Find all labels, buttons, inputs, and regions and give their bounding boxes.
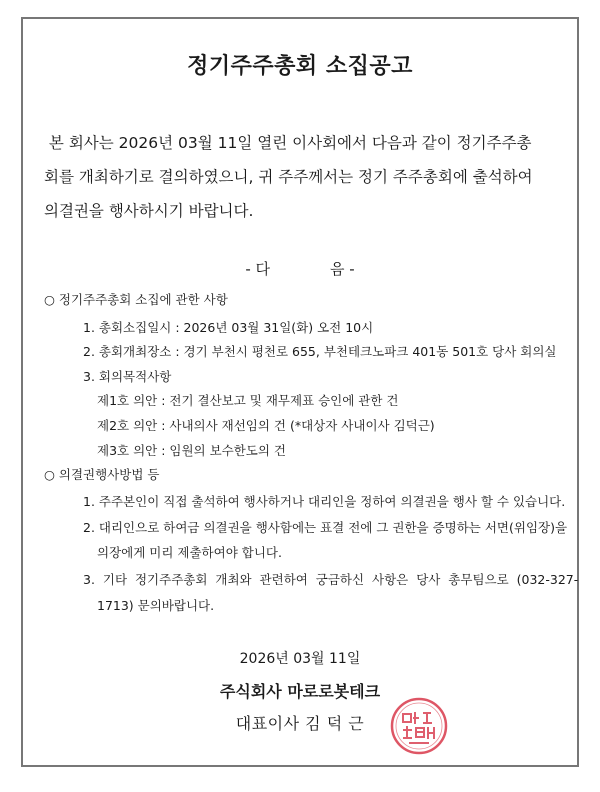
agenda-item-1: 제1호 의안 : 전기 결산보고 및 재무제표 승인에 관한 건 [97,393,399,408]
intro-paragraph [44,126,564,228]
meeting-purpose: 3. 회의목적사항 [83,369,172,384]
voting-item-3-cont: 1713) 문의바랍니다. [97,598,215,613]
intro-line-3: 의결권을 행사하시기 바랍니다. [44,202,254,220]
voting-item-1: 1. 주주본인이 직접 출석하여 행사하거나 대리인을 정하여 의결권을 행사 할 수 있습니다. [83,494,566,509]
meeting-datetime: 1. 총회소집일시 : 2026년 03월 31일(화) 오전 10시 [83,320,374,335]
da-eum-heading [0,258,600,279]
agenda-item-2: 제2호 의안 : 사내의사 재선임의 건 (*대상자 사내이사 김덕근) [97,418,435,433]
company-name: 주식회사 마로로봇테크 [219,682,381,701]
agenda-item-3: 제3호 의안 : 임원의 보수한도의 건 [97,443,287,458]
section-voting-heading: ○ 의결권행사방법 등 [44,467,160,482]
intro-line-2: 회를 개최하기로 결의하였으니, 귀 주주께서는 정기 주주총회에 출석하여 [44,168,533,186]
company-seal-icon [389,696,449,756]
notice-title: 정기주주총회 소집공고 [187,54,413,79]
voting-item-3: 3. 기타 정기주주총회 개최와 관련하여 궁금하신 사항은 당사 총무팀으로 (032-327- [83,572,579,587]
ceo-name: 대표이사 김 덕 근 [235,714,365,733]
da-label: - 다 [245,260,270,278]
voting-item-2: 2. 대리인으로 하여금 의결권을 행사함에는 표결 전에 그 권한을 증명하는 서면(위임장)을 [83,520,568,535]
meeting-place: 2. 총회개최장소 : 경기 부천시 평천로 655, 부천테크노파크 401동 501호 당사 회의실 [83,344,557,359]
intro-line-1: 본 회사는 2026년 03월 11일 열린 이사회에서 다음과 같이 정기주주총 [44,134,532,152]
eum-label: 음 - [330,260,355,278]
voting-item-2-cont: 의장에게 미리 제출하여야 합니다. [97,545,282,560]
section-meeting-heading: ○ 정기주주총회 소집에 관한 사항 [44,292,228,307]
notice-date: 2026년 03월 11일 [239,651,361,667]
